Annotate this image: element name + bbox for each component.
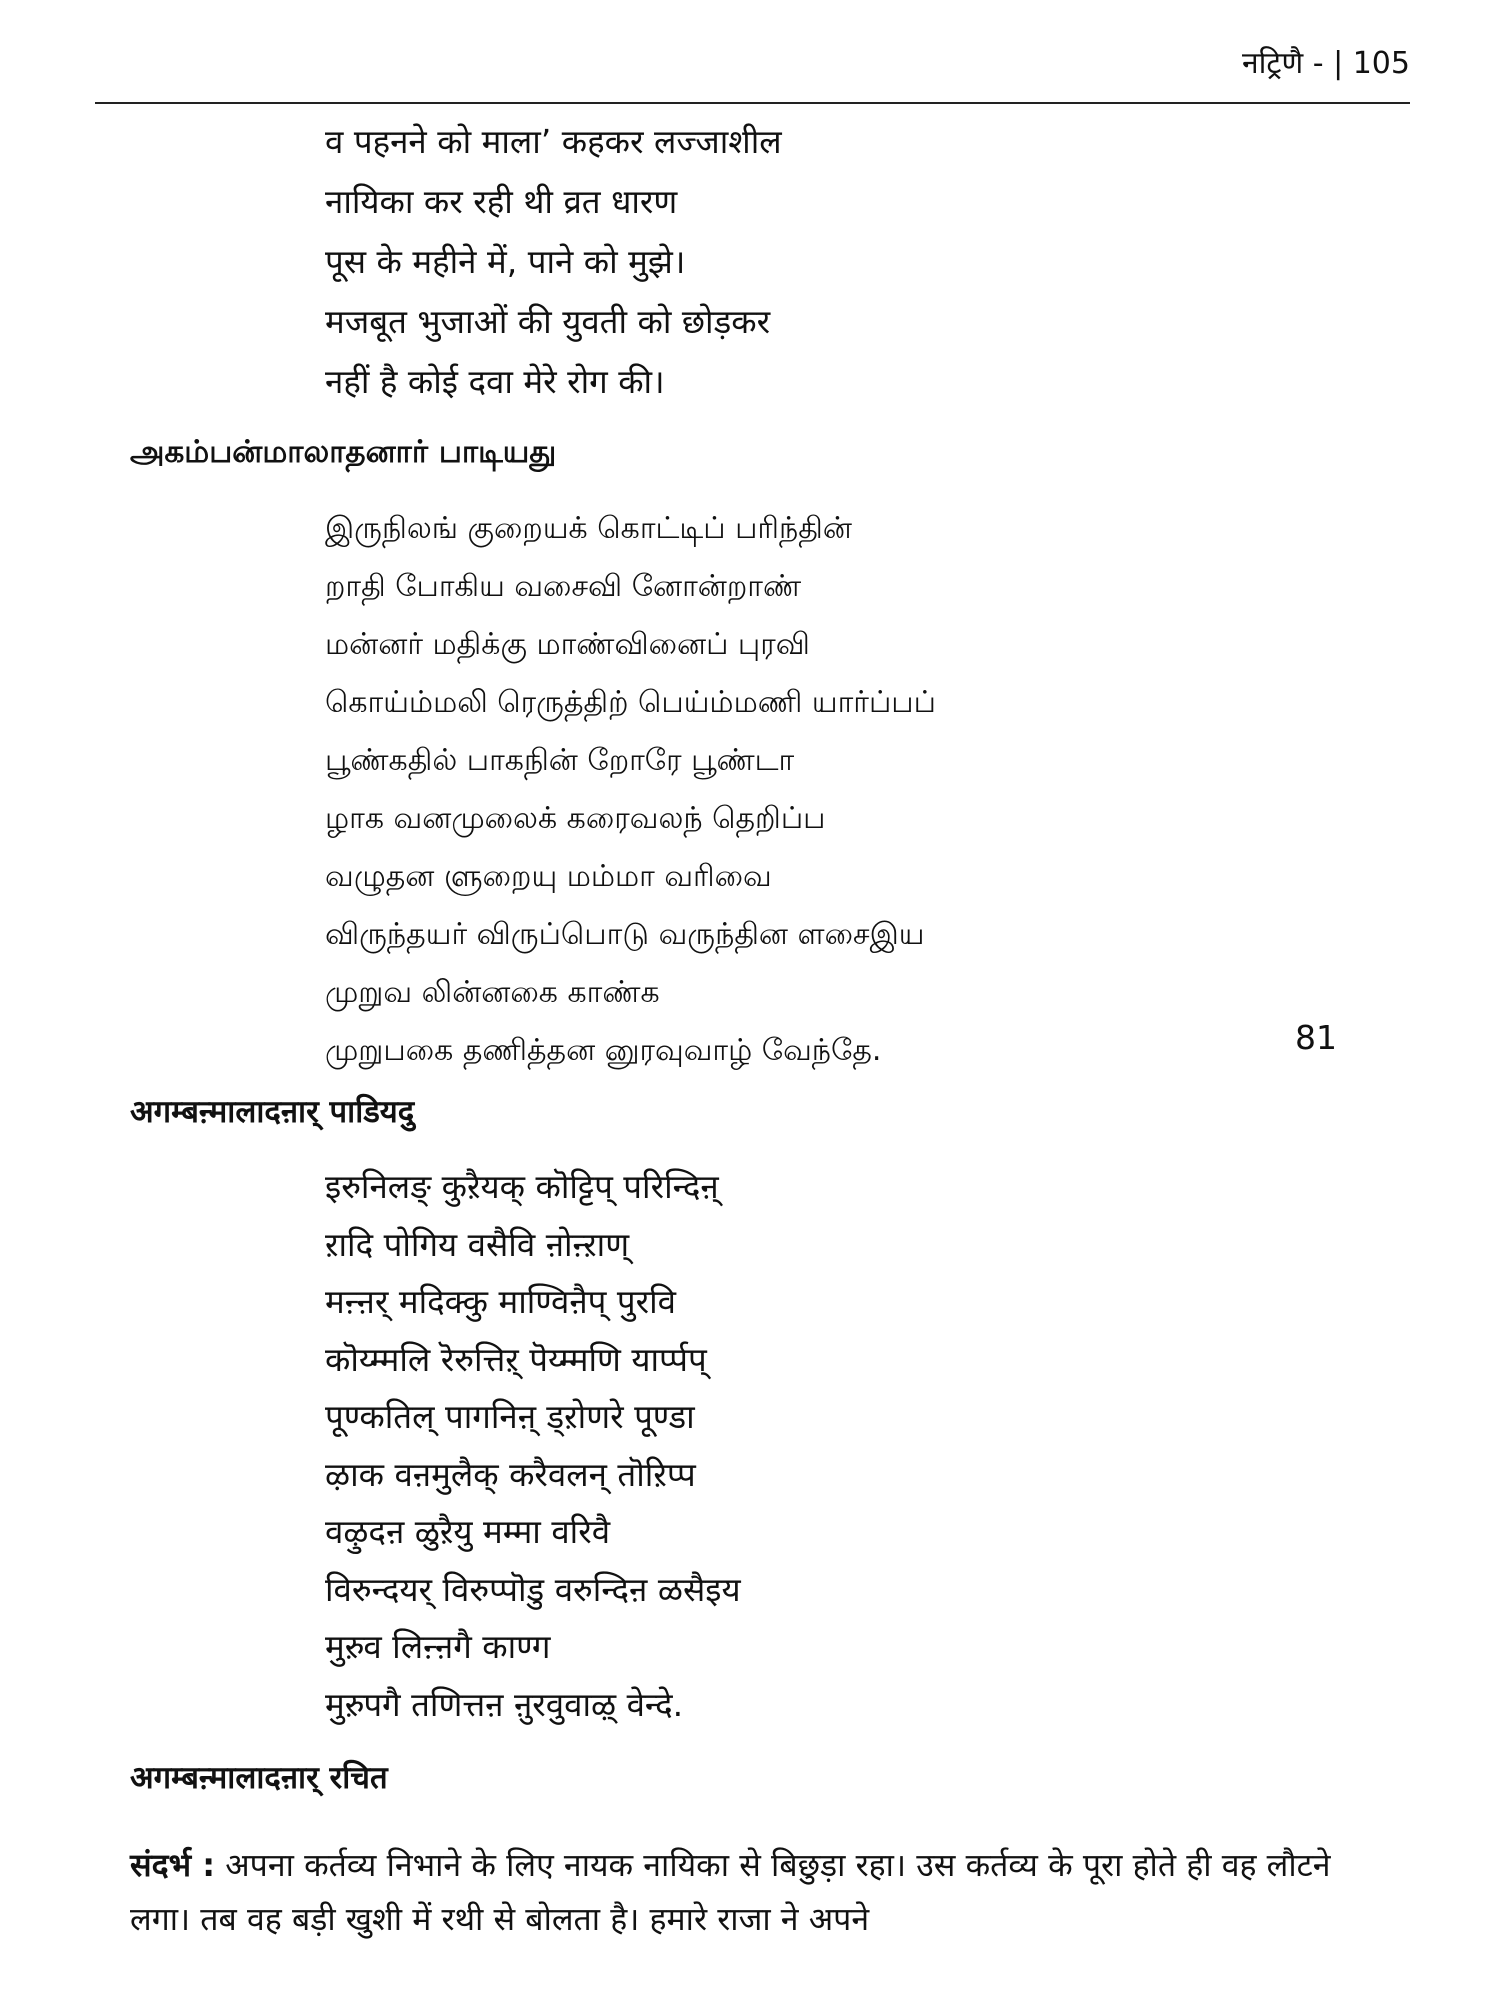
verse-line: முறுபகை தணித்தன னுரவுவாழ் வேந்தே.	[325, 1033, 882, 1068]
verse-line: कॊय्म्मलि रॆरुत्तिऱ् पॆय्म्मणि यार्प्पप्	[325, 1339, 707, 1379]
context-label: संदर्भ :	[130, 1846, 216, 1884]
verse-line: मजबूत भुजाओं की युवती को छोड़कर	[325, 302, 771, 341]
tamil-heading: அகம்பன்மாலாதனார் பாடியது	[130, 434, 557, 470]
header-rule	[95, 102, 1410, 104]
verse-line: கொய்ம்மலி ரெருத்திற் பெய்ம்மணி யார்ப்பப்	[325, 685, 936, 720]
verse-line: ऴाक वऩमुलैक् करैवलन् तॊऱिप्प	[325, 1454, 696, 1494]
verse-line: मुऱुपगै तणित्तऩ ऩुरवुवाऴ् वेन्दे.	[325, 1684, 684, 1724]
verse-line: ழாக வனமுலைக் கரைவலந் தெறிப்ப	[325, 801, 826, 836]
verse-line: றாதி போகிய வசைவி னோன்றாண்	[325, 569, 802, 604]
verse-line: मुऱुव लिऩ्ऩगै काण्ग	[325, 1627, 551, 1666]
transliteration-heading: अगम्बऩ्मालादऩार् पाडियदु	[130, 1094, 415, 1130]
hindi-translation-end	[325, 112, 782, 412]
verse-line: வழுதன ளுறையு மம்மா வரிவை	[325, 859, 772, 894]
verse-line: विरुन्दयर् विरुप्पॊडु वरुन्दिऩ ळसैइय	[325, 1569, 741, 1609]
verse-line: पूण्कतिल् पागनिऩ् ड्ऱोणरे पूण्डा	[325, 1397, 695, 1436]
verse-line: மன்னர் மதிக்கு மாண்வினைப் புரவி	[325, 627, 810, 662]
tamil-verse	[325, 500, 936, 1080]
hindi-heading: अगम्बऩ्मालादऩार् रचित	[130, 1760, 388, 1796]
verse-line: नायिका कर रही थी व्रत धारण	[325, 182, 678, 221]
verse-line: व पहनने को माला’ कहकर लज्जाशील	[325, 122, 782, 161]
verse-line: பூண்கதில் பாகநின் றோரே பூண்டா	[325, 743, 795, 778]
verse-number: 81	[1295, 1018, 1337, 1057]
verse-line: இருநிலங் குறையக் கொட்டிப் பரிந்தின்	[325, 511, 852, 546]
context-text: अपना कर्तव्य निभाने के लिए नायक नायिका से बिछुड़ा रहा। उस कर्तव्य के पूरा होते ही वह लौटने लगा। तब वह बड़ी खुशी में रथी से बोलता है। हमारे राजा ने अपने	[130, 1846, 1331, 1938]
context-paragraph	[130, 1838, 1370, 1946]
verse-line: पूस के महीने में, पाने को मुझे।	[325, 242, 686, 281]
verse-line: नहीं है कोई दवा मेरे रोग की।	[325, 362, 665, 401]
verse-line: इरुनिलङ् कुऱैयक् कॊट्टिप् परिन्दिऩ्	[325, 1167, 719, 1206]
verse-line: முறுவ லின்னகை காண்க	[325, 975, 660, 1010]
running-header: नट्रिणै - | 105	[1241, 46, 1410, 81]
verse-line: ऱादि पोगिय वसैवि ऩोऩ्ऱाण्	[325, 1224, 630, 1264]
verse-line: मऩ्ऩर् मदिक्कु माण्विऩैप् पुरवि	[325, 1282, 677, 1321]
transliterated-verse	[325, 1158, 741, 1733]
verse-line: விருந்தயர் விருப்பொடு வருந்தின ளசைஇய	[325, 917, 925, 952]
verse-line: वऴुदऩ ळुऱैयु मम्मा वरिवै	[325, 1512, 611, 1551]
